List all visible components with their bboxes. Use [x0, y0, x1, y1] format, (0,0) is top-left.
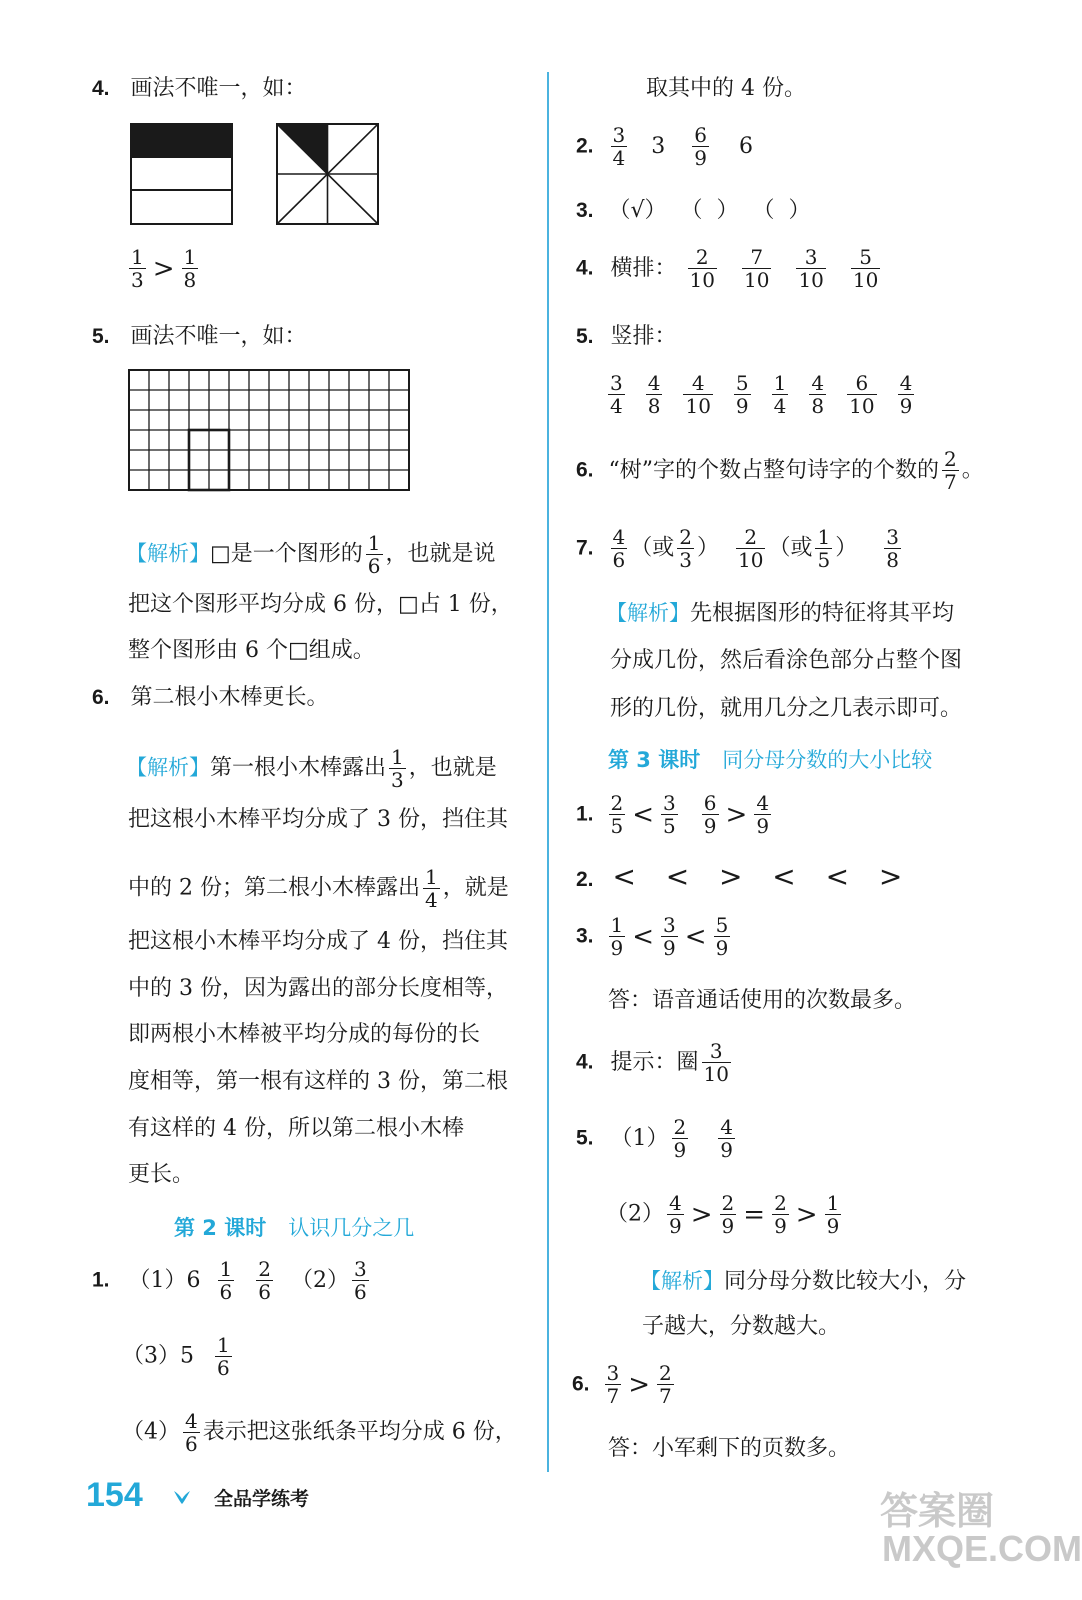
fraction: $\frac{3}{4}$ — [610, 371, 623, 418]
fraction: $\frac{3}{9}$ — [663, 913, 676, 960]
leaf-icon — [172, 1488, 192, 1506]
fraction: $\frac{2}{9}$ — [774, 1191, 787, 1238]
fraction: $\frac{4}{8}$ — [647, 371, 661, 418]
fraction: $\frac{2}{3}$ — [679, 525, 692, 572]
analysis-tag: 【解析】 — [606, 601, 690, 625]
fraction: $\frac{4}{9}$ — [720, 1115, 733, 1162]
left-q5-analysis-line2: 把这个图形平均分成 6 份，□占 1 份， — [128, 592, 513, 617]
left-q6-analysis-line9: 更长。 — [128, 1162, 195, 1187]
fraction: $\frac{1}{4}$ — [773, 371, 787, 418]
left-q6-analysis-line6: 即两根小木棒被平均分成的每份的长 — [128, 1022, 481, 1047]
right-q7-analysis-line1: 【解析】先根据图形的特征将其平均 — [606, 601, 955, 626]
fraction: $\frac{1}{6}$ — [217, 1333, 230, 1380]
fraction: $\frac{2}{6}$ — [258, 1257, 271, 1304]
fraction: $\frac{6}{9}$ — [694, 123, 707, 170]
analysis-tag: 【解析】 — [126, 541, 210, 566]
lesson2-q1-line3: （3）5 $\frac{1}{6}$ — [122, 1333, 230, 1380]
left-q6-analysis-line2: 把这根小木棒平均分成了 3 份，挡住其 — [128, 807, 508, 832]
fraction: $\frac{1}{3}$ — [391, 745, 404, 792]
fraction: $\frac{6}{9}$ — [703, 791, 717, 838]
lesson3-q5-part1: 5. （1） $\frac{2}{9}$ $\frac{4}{9}$ — [576, 1115, 733, 1162]
fraction: $\frac{3}{4}$ — [612, 123, 626, 170]
right-q6: 6. “树”字的个数占整句诗字的个数的 $\frac{2}{7}$ 。 — [576, 447, 984, 494]
fraction: $\frac{2}{9}$ — [673, 1115, 687, 1162]
left-q6-analysis-line8: 有这样的 4 份，所以第二根小木棒 — [128, 1116, 464, 1141]
fraction: $\frac{2}{7}$ — [659, 1361, 672, 1408]
fraction: $\frac{1}{6}$ — [219, 1257, 233, 1304]
right-q3: 3. （√） （ ） （ ） — [576, 198, 811, 223]
watermark-url: MXQE.COM — [882, 1528, 1082, 1569]
lesson3-q3: 3. $\frac{1}{9}$ < $\frac{3}{9}$ < $\frac{5}{9}$ — [576, 913, 729, 960]
left-q4: 4. 画法不唯一，如： — [92, 76, 307, 101]
fraction: $\frac{5}{10}$ — [852, 245, 879, 292]
lesson3-q6-answer: 答：小军剩下的页数多。 — [608, 1436, 851, 1461]
left-q6-analysis-line1: 【解析】第一根小木棒露出 $\frac{1}{3}$ ，也就是 — [126, 745, 497, 792]
lesson2-q1-line4: （4） $\frac{4}{6}$ 表示把这张纸条平均分成 6 份， — [122, 1409, 517, 1456]
right-q7-analysis-line2: 分成几份，然后看涂色部分占整个图 — [610, 648, 963, 673]
fraction: $\frac{2}{10}$ — [738, 525, 764, 572]
fraction: $\frac{3}{10}$ — [798, 245, 824, 292]
left-q5: 5. 画法不唯一，如： — [92, 324, 307, 349]
fraction: $\frac{7}{10}$ — [743, 245, 770, 292]
fraction: $\frac{1}{8}$ — [183, 245, 197, 292]
fraction: $\frac{2}{10}$ — [689, 245, 715, 292]
watermark-logo: 答案圈 — [880, 1491, 995, 1533]
lesson3-q2: 2. < < > < < > — [576, 860, 903, 893]
lesson3-q5-part2: （2） $\frac{4}{9}$ > $\frac{2}{9}$ = $\frac{2}{9}$ > $\frac{1}{9}$ — [606, 1191, 840, 1238]
fraction: $\frac{5}{9}$ — [735, 371, 749, 418]
lesson3-q3-answer: 答：语音通话使用的次数最多。 — [608, 988, 917, 1013]
fraction: $\frac{1}{9}$ — [826, 1191, 840, 1238]
lesson2-q1-line1: 1. （1）6 $\frac{1}{6}$ $\frac{2}{6}$ （2） $\frac{3}{6}$ — [92, 1257, 367, 1304]
right-continuation: 取其中的 4 份。 — [646, 76, 806, 101]
fraction: $\frac{3}{6}$ — [353, 1257, 367, 1304]
left-q6-analysis-line3: 中的 2 份；第二根小木棒露出 $\frac{1}{4}$ ，就是 — [128, 865, 509, 912]
lesson3-q5-analysis-line1: 【解析】同分母分数比较大小，分 — [640, 1269, 967, 1294]
fraction: $\frac{1}{5}$ — [817, 525, 831, 572]
rectangle-thirds-figure — [128, 120, 238, 228]
fraction: $\frac{3}{10}$ — [703, 1039, 729, 1086]
fraction: $\frac{2}{7}$ — [944, 447, 957, 494]
left-q4-compare: $\frac{1}{3}$ > $\frac{1}{8}$ — [131, 245, 197, 292]
page-number: 154 — [86, 1476, 143, 1514]
fraction: $\frac{2}{5}$ — [610, 791, 624, 838]
fraction: $\frac{3}{5}$ — [663, 791, 676, 838]
fraction: $\frac{4}{6}$ — [185, 1409, 198, 1456]
right-q7-analysis-line3: 形的几份，就用几分之几表示即可。 — [610, 696, 963, 721]
fraction: $\frac{2}{9}$ — [721, 1191, 735, 1238]
fraction: $\frac{4}{9}$ — [669, 1191, 682, 1238]
lesson3-q1: 1. $\frac{2}{5}$ < $\frac{3}{5}$ $\frac{6}{9}$ > $\frac{4}{9}$ — [576, 791, 770, 838]
brand-name: 全品学练考 — [214, 1488, 310, 1510]
left-q5-analysis-line3: 整个图形由 6 个□组成。 — [128, 638, 375, 663]
right-q7: 7. $\frac{4}{6}$ （或 $\frac{2}{3}$ ） $\frac{2}{10}$ （或 $\frac{1}{5}$ ） $\frac{3}{8}$ — [576, 525, 899, 572]
fraction: $\frac{4}{9}$ — [756, 791, 770, 838]
left-q6-analysis-line7: 度相等，第一根有这样的 3 份，第二根 — [128, 1069, 508, 1094]
analysis-tag: 【解析】 — [126, 755, 210, 780]
fraction: $\frac{4}{9}$ — [899, 371, 913, 418]
lesson3-q4: 4. 提示：圈 $\frac{3}{10}$ — [576, 1039, 729, 1086]
right-q5: 5. 竖排： — [576, 324, 677, 349]
lesson3-q6: 6. $\frac{3}{7}$ > $\frac{2}{7}$ — [572, 1361, 672, 1408]
right-q4: 4. 横排： $\frac{2}{10}$ $\frac{7}{10}$ $\frac{3}{10}$ $\frac{5}{10}$ — [576, 246, 883, 291]
left-q6: 6. 第二根小木棒更长。 — [92, 685, 329, 710]
lesson3-q5-analysis-line2: 子越大，分数越大。 — [642, 1314, 841, 1339]
fraction: $\frac{5}{9}$ — [715, 913, 729, 960]
analysis-tag: 【解析】 — [640, 1269, 724, 1293]
fraction: $\frac{3}{8}$ — [886, 525, 899, 572]
fraction: $\frac{1}{4}$ — [424, 865, 438, 912]
fraction: $\frac{1}{3}$ — [131, 245, 144, 292]
fraction: $\frac{4}{10}$ — [685, 371, 711, 418]
fraction: $\frac{1}{6}$ — [367, 531, 381, 578]
fraction: $\frac{4}{6}$ — [612, 525, 626, 572]
right-q2: 2. $\frac{3}{4}$ 3 $\frac{6}{9}$ 6 — [576, 123, 753, 170]
left-q6-analysis-line4: 把这根小木棒平均分成了 4 份，挡住其 — [128, 929, 508, 954]
fraction: $\frac{1}{9}$ — [610, 913, 624, 960]
lesson3-heading: 第 3 课时 同分母分数的大小比较 — [608, 748, 933, 772]
left-q5-analysis-line1: 【解析】□是一个图形的 $\frac{1}{6}$ ，也就是说 — [126, 531, 496, 578]
left-q6-analysis-line5: 中的 3 份，因为露出的部分长度相等， — [128, 976, 508, 1001]
lesson2-heading: 第 2 课时 认识几分之几 — [174, 1216, 415, 1240]
fraction: $\frac{6}{10}$ — [849, 371, 875, 418]
fraction-list — [604, 372, 917, 417]
column-divider — [547, 72, 549, 1472]
square-eighths-figure — [274, 120, 384, 228]
fraction: $\frac{4}{8}$ — [811, 371, 825, 418]
grid-figure — [127, 368, 419, 494]
fraction: $\frac{3}{7}$ — [606, 1361, 620, 1408]
